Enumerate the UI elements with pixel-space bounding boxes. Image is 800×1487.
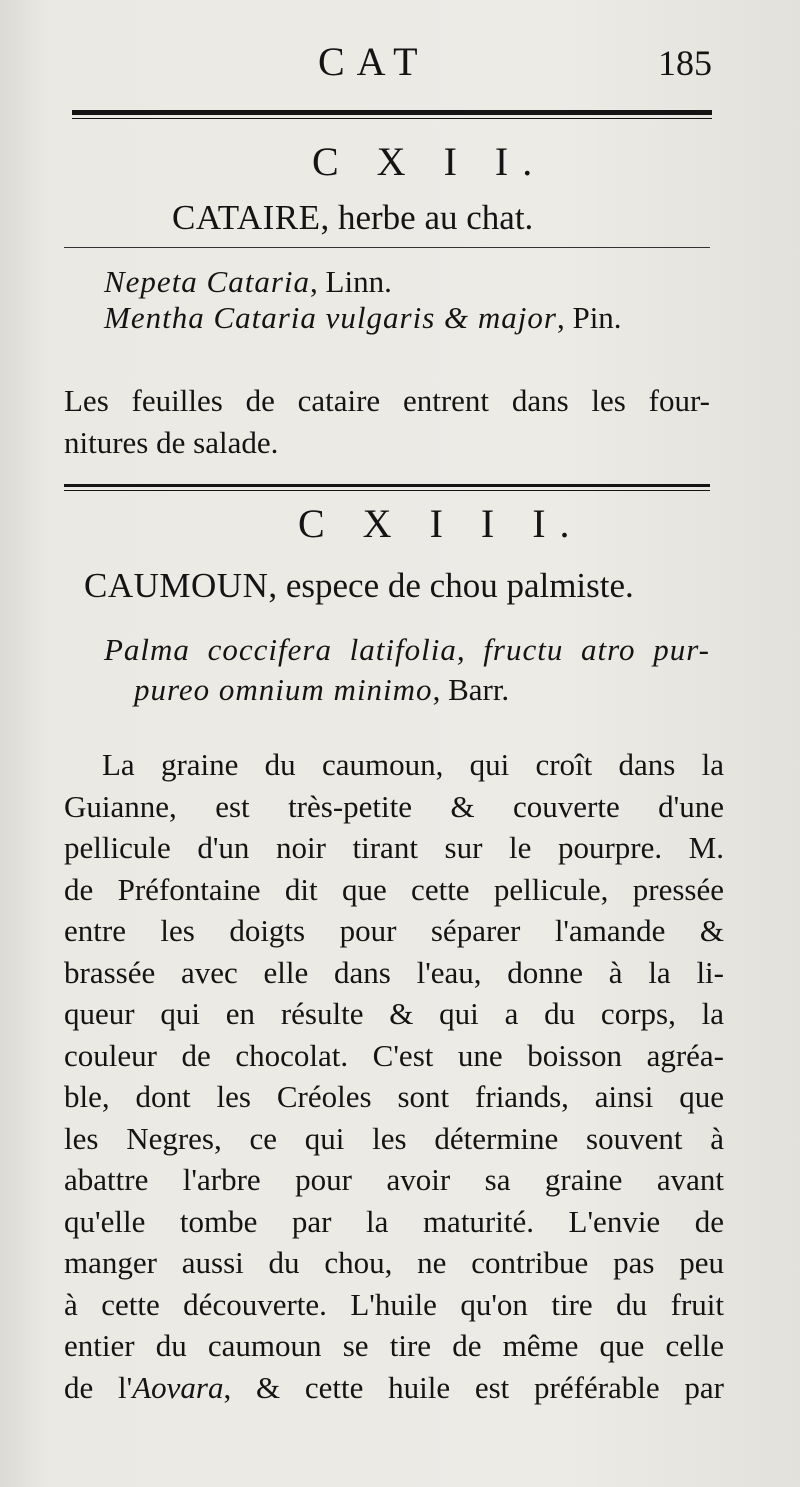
text-line: queur qui en résulte & qui a du corps, la bbox=[64, 996, 724, 1031]
text-line: ble, dont les Créoles sont friands, ainsi que bbox=[64, 1079, 724, 1114]
entry-name: CAUMOUN bbox=[84, 566, 269, 605]
text-line: entre les doigts pour séparer l'amande & bbox=[64, 913, 724, 948]
italic-name: Aovara bbox=[132, 1369, 224, 1405]
text-line: abattre l'arbre pour avoir sa graine avant bbox=[64, 1162, 724, 1197]
text-line: couleur de chocolat. C'est une boisson agréa- bbox=[64, 1037, 724, 1073]
entry-name: CATAIRE bbox=[172, 198, 321, 237]
authority: , Barr. bbox=[432, 672, 510, 707]
text-line: qu'elle tombe par la maturité. L'envie de bbox=[64, 1203, 724, 1239]
entry-gloss: , espece de chou palmiste. bbox=[268, 566, 634, 605]
text-fragment: de l' bbox=[64, 1369, 133, 1405]
authority: , Pin. bbox=[556, 300, 622, 335]
text-line: Les feuilles de cataire entrent dans les four- bbox=[64, 383, 710, 418]
text-line: pellicule d'un noir tirant sur le pourpre. M. bbox=[64, 830, 724, 865]
text-line: Guianne, est très-petite & couverte d'une bbox=[64, 788, 724, 824]
latin-name: Palma coccifera latifolia, fructu atro pur- bbox=[104, 632, 710, 667]
text-line: les Negres, ce qui les détermine souvent à bbox=[64, 1120, 724, 1156]
text-line: à cette découverte. L'huile qu'on tire du fruit bbox=[64, 1286, 724, 1322]
entry-gloss: , herbe au chat. bbox=[320, 198, 534, 237]
text-fragment: , & cette huile est préférable par bbox=[223, 1369, 724, 1405]
paragraph-112 bbox=[64, 380, 710, 463]
running-head-word: CAT bbox=[318, 39, 430, 84]
authority: , Linn. bbox=[310, 264, 392, 299]
page-number: 185 bbox=[658, 43, 712, 83]
latin-name: Mentha Cataria vulgaris & major bbox=[104, 300, 557, 335]
running-head bbox=[0, 38, 800, 88]
paragraph-113 bbox=[64, 744, 724, 1408]
section-title-112 bbox=[172, 198, 533, 238]
section-number-112: C X I I. bbox=[312, 139, 547, 184]
synonym-line bbox=[104, 264, 392, 300]
section-divider bbox=[64, 247, 710, 248]
text-line: La graine du caumoun, qui croît dans la bbox=[102, 747, 724, 782]
text-line: brassée avec elle dans l'eau, donne à la li- bbox=[64, 954, 724, 990]
text-line: entier du caumoun se tire de même que celle bbox=[64, 1328, 724, 1363]
section-rule bbox=[64, 484, 710, 491]
latin-name: Nepeta Cataria bbox=[104, 264, 311, 299]
text-line: manger aussi du chou, ne contribue pas peu bbox=[64, 1245, 724, 1280]
header-rule bbox=[72, 110, 712, 119]
synonym-line bbox=[104, 632, 710, 668]
text-line bbox=[64, 1367, 724, 1409]
latin-name: pureo omnium minimo bbox=[134, 672, 433, 707]
synonym-line bbox=[134, 672, 509, 708]
section-title-113 bbox=[84, 566, 634, 606]
text-line: de Préfontaine dit que cette pellicule, pressée bbox=[64, 871, 724, 907]
synonym-line bbox=[104, 300, 622, 336]
section-number-113: C X I I I. bbox=[298, 501, 584, 546]
text-line: nitures de salade. bbox=[64, 424, 279, 460]
